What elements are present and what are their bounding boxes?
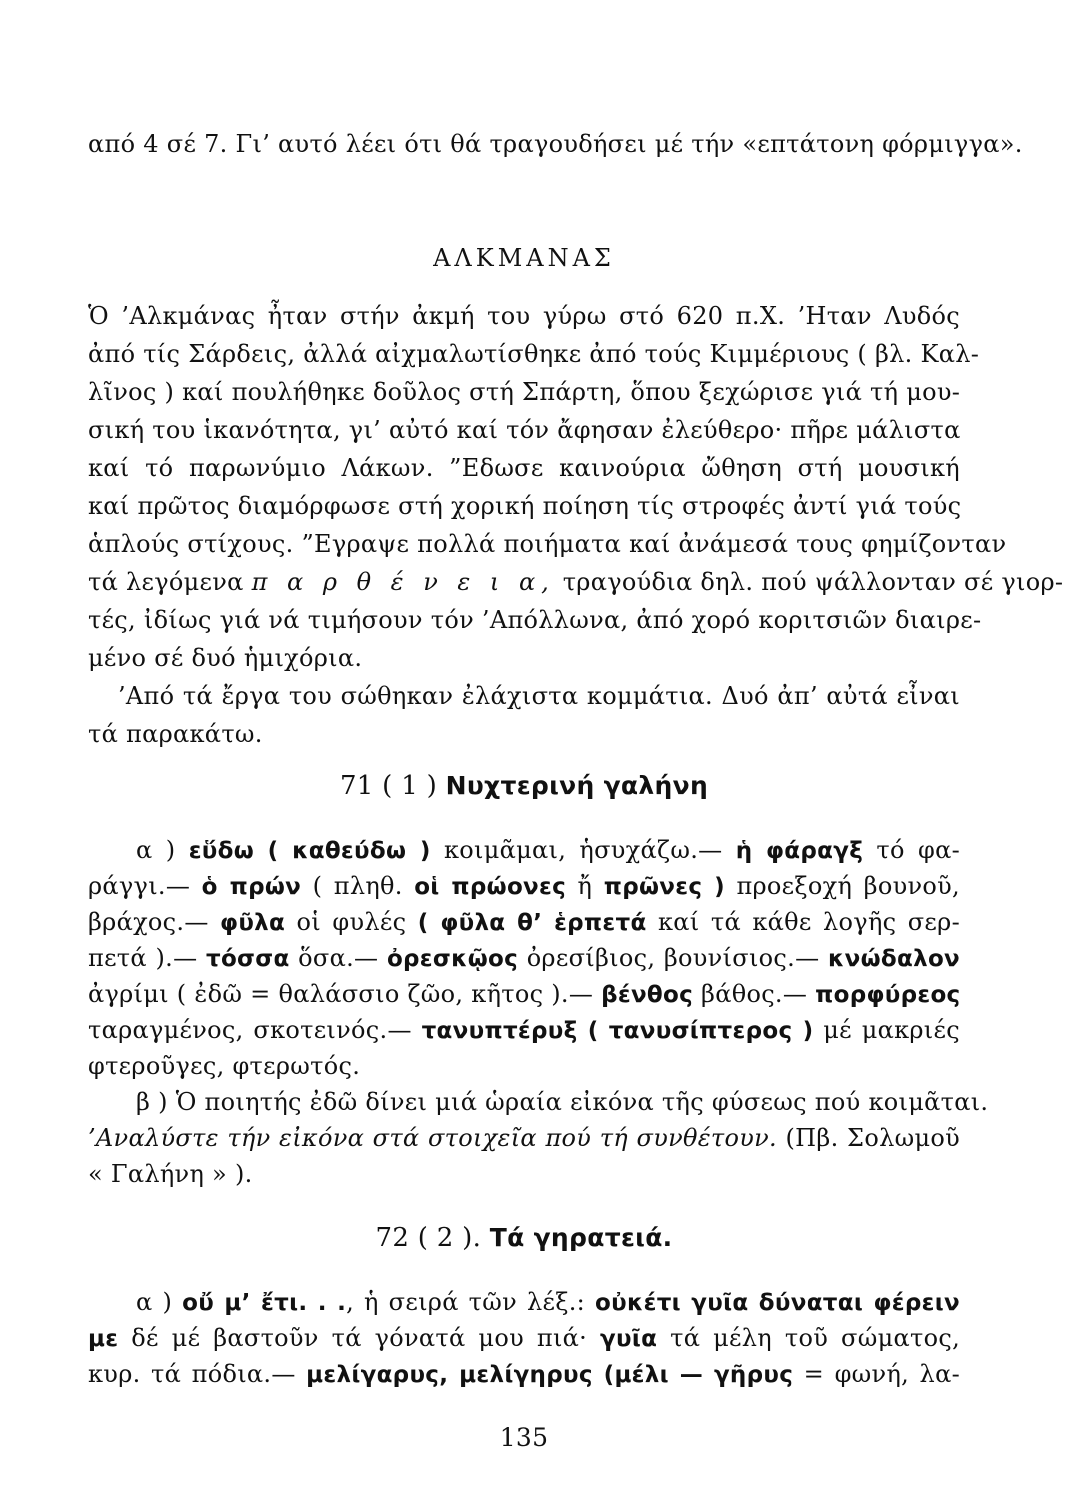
gloss-term: τανυπτέρυξ ( τανυσίπτερος ) [421,1018,814,1044]
gloss-term: κνώδαλον [827,946,961,972]
bio-line [88,564,1064,600]
bio-line: τές, ἰδίως γιά νά τιμήσουν τόν ’Απόλλωνα, ἀπό χορό κοριτσιῶν διαιρε- [88,606,982,634]
gloss-term: ὁ πρών [201,874,302,900]
bio-text: τά λεγόμενα [88,568,244,596]
task-line: « Γαλήνη » ). [88,1160,253,1188]
spaced-term: π α ρ θ έ ν ε ι α, [251,568,555,596]
gloss-term: ἡ φάραγξ [735,838,864,864]
intro-line: από 4 σέ 7. Γι’ αυτό λέει ότι θά τραγουδήσει μέ τήν «επτάτονη φόρμιγγα». [88,130,1023,158]
gloss-text: δέ μέ βαστοῦν τά γόνατά μου πιά· [131,1324,588,1352]
poem-72-title [88,1220,960,1256]
gloss-text: , ἡ σειρά τῶν λέξ.: [346,1288,586,1316]
bio-line: σική του ἱκανότητα, γι’ αὐτό καί τόν ἄφησαν ἐλεύθερο· πῆρε μάλιστα [88,416,961,444]
gloss-term: πρῶνες ) [603,874,725,900]
gloss-text: τό φα- [876,836,960,864]
bio-line: ἀπό τίς Σάρδεις, ἀλλά αἰχμαλωτίσθηκε ἀπό τούς Κιμμέριους ( βλ. Καλ- [88,340,980,368]
book-page [88,0,1064,1500]
glossary-line [88,904,960,941]
gloss-text: α ) [136,836,176,864]
task-line [88,1120,960,1156]
gloss-term: οὔ μ’ ἔτι. . . [182,1290,347,1316]
page-number: 135 [499,1423,549,1452]
gloss-text: τά μέλη τοῦ σώματος, [670,1324,961,1352]
task-italic: ’Αναλύστε τήν εἰκόνα στά στοιχεῖα πού τή συνθέτουν. [88,1124,777,1152]
task-text: (Πβ. Σολωμοῦ [785,1124,960,1152]
glossary-line [88,1012,960,1049]
gloss-text: α ) [136,1288,173,1316]
glossary-line [88,976,960,1013]
gloss-text: μέ μακριές [823,1016,960,1044]
bio-line: τά παρακάτω. [88,720,263,748]
bio-line: καί πρῶτος διαμόρφωσε στή χορική ποίηση τίς στροφές ἀντί γιά τούς [88,492,962,520]
glossary-line [88,868,960,905]
gloss-text: κοιμᾶμαι, ἡσυχάζω.— [443,836,723,864]
gloss-text: ἤ [577,872,593,900]
gloss-text: βράχος.— [88,908,209,936]
gloss-term: μελίγαρυς, μελίγηρυς (μέλι — γῆρυς [306,1362,794,1388]
glossary-line [88,1284,960,1321]
bio-line: λῖνος ) καί πουλήθηκε δοῦλος στή Σπάρτη, ὅπου ξεχώρισε γιά τή μου- [88,378,961,406]
gloss-term: ( φῦλα θ’ ἑρπετά [417,910,647,936]
gloss-text: κυρ. τά πόδια.— [88,1360,296,1388]
glossary-line [88,940,960,977]
gloss-text: ὅσα.— [298,944,379,972]
gloss-term: βένθος [601,982,694,1008]
gloss-text: = φωνή, λα- [803,1360,960,1388]
poem-title: Τά γηρατειά. [489,1223,673,1252]
poem-71-title [88,768,960,804]
gloss-text: πετά ).— [88,944,198,972]
glossary-line [88,1356,960,1393]
gloss-term: πορφύρεος [815,982,961,1008]
gloss-term: γυῖα [600,1326,658,1352]
section-heading: ΑΛΚΜΑΝΑΣ [433,244,615,272]
glossary-line [88,1048,960,1084]
gloss-text: ράγγι.— [88,872,191,900]
glossary-line [88,832,960,869]
glossary-line [88,1320,960,1357]
gloss-term: εὕδω ( καθεύδω ) [188,838,431,864]
gloss-term: τόσσα [205,946,290,972]
gloss-text: ἀγρίμι ( ἐδῶ = θαλάσσιο ζῶο, κῆτος ).— [88,980,594,1008]
bio-text: τραγούδια δηλ. πού ψάλλονταν σέ γιορ- [562,568,1064,596]
gloss-text: οἱ φυλές [296,908,407,936]
gloss-term: ὀρεσκῷος [386,946,519,972]
gloss-text: προεξοχή βουνοῦ, [736,872,960,900]
gloss-text: φτεροῦγες, φτερωτός. [88,1052,361,1080]
gloss-text: καί τά κάθε λογῆς σερ- [658,908,960,936]
poem-title: Νυχτερινή γαλήνη [445,771,709,800]
gloss-term: με [88,1326,119,1352]
bio-line: ἁπλούς στίχους. ”Εγραψε πολλά ποιήματα καί ἀνάμεσά τους φημίζονταν [88,530,1007,558]
poem-number: 72 ( 2 ). [375,1223,482,1253]
bio-line: μένο σέ δυό ἡμιχόρια. [88,644,363,672]
bio-line: καί τό παρωνύμιο Λάκων. ”Εδωσε καινούρια ὤθηση στή μουσική [88,454,960,482]
gloss-term: οἱ πρώονες [414,874,567,900]
bio-line: ’Από τά ἔργα του σώθηκαν ἐλάχιστα κομμάτια. Δυό ἀπ’ αὐτά εἶναι [118,682,960,710]
gloss-term: φῦλα [220,910,286,936]
gloss-text: ὀρεσίβιος, βουνίσιος.— [526,944,820,972]
gloss-text: βάθος.— [701,980,808,1008]
task-line: β ) Ὁ ποιητής ἐδῶ δίνει μιά ὡραία εἰκόνα τῆς φύσεως πού κοιμᾶται. [136,1088,989,1116]
bio-line: Ὁ ’Αλκμάνας ἦταν στήν ἀκμή του γύρω στό 620 π.Χ. ’Ηταν Λυδός [88,302,960,330]
gloss-text: ταραγμένος, σκοτεινός.— [88,1016,412,1044]
poem-number: 71 ( 1 ) [339,771,438,801]
gloss-term: οὐκέτι γυῖα δύναται φέρειν [595,1290,960,1316]
gloss-text: ( πληθ. [312,872,403,900]
